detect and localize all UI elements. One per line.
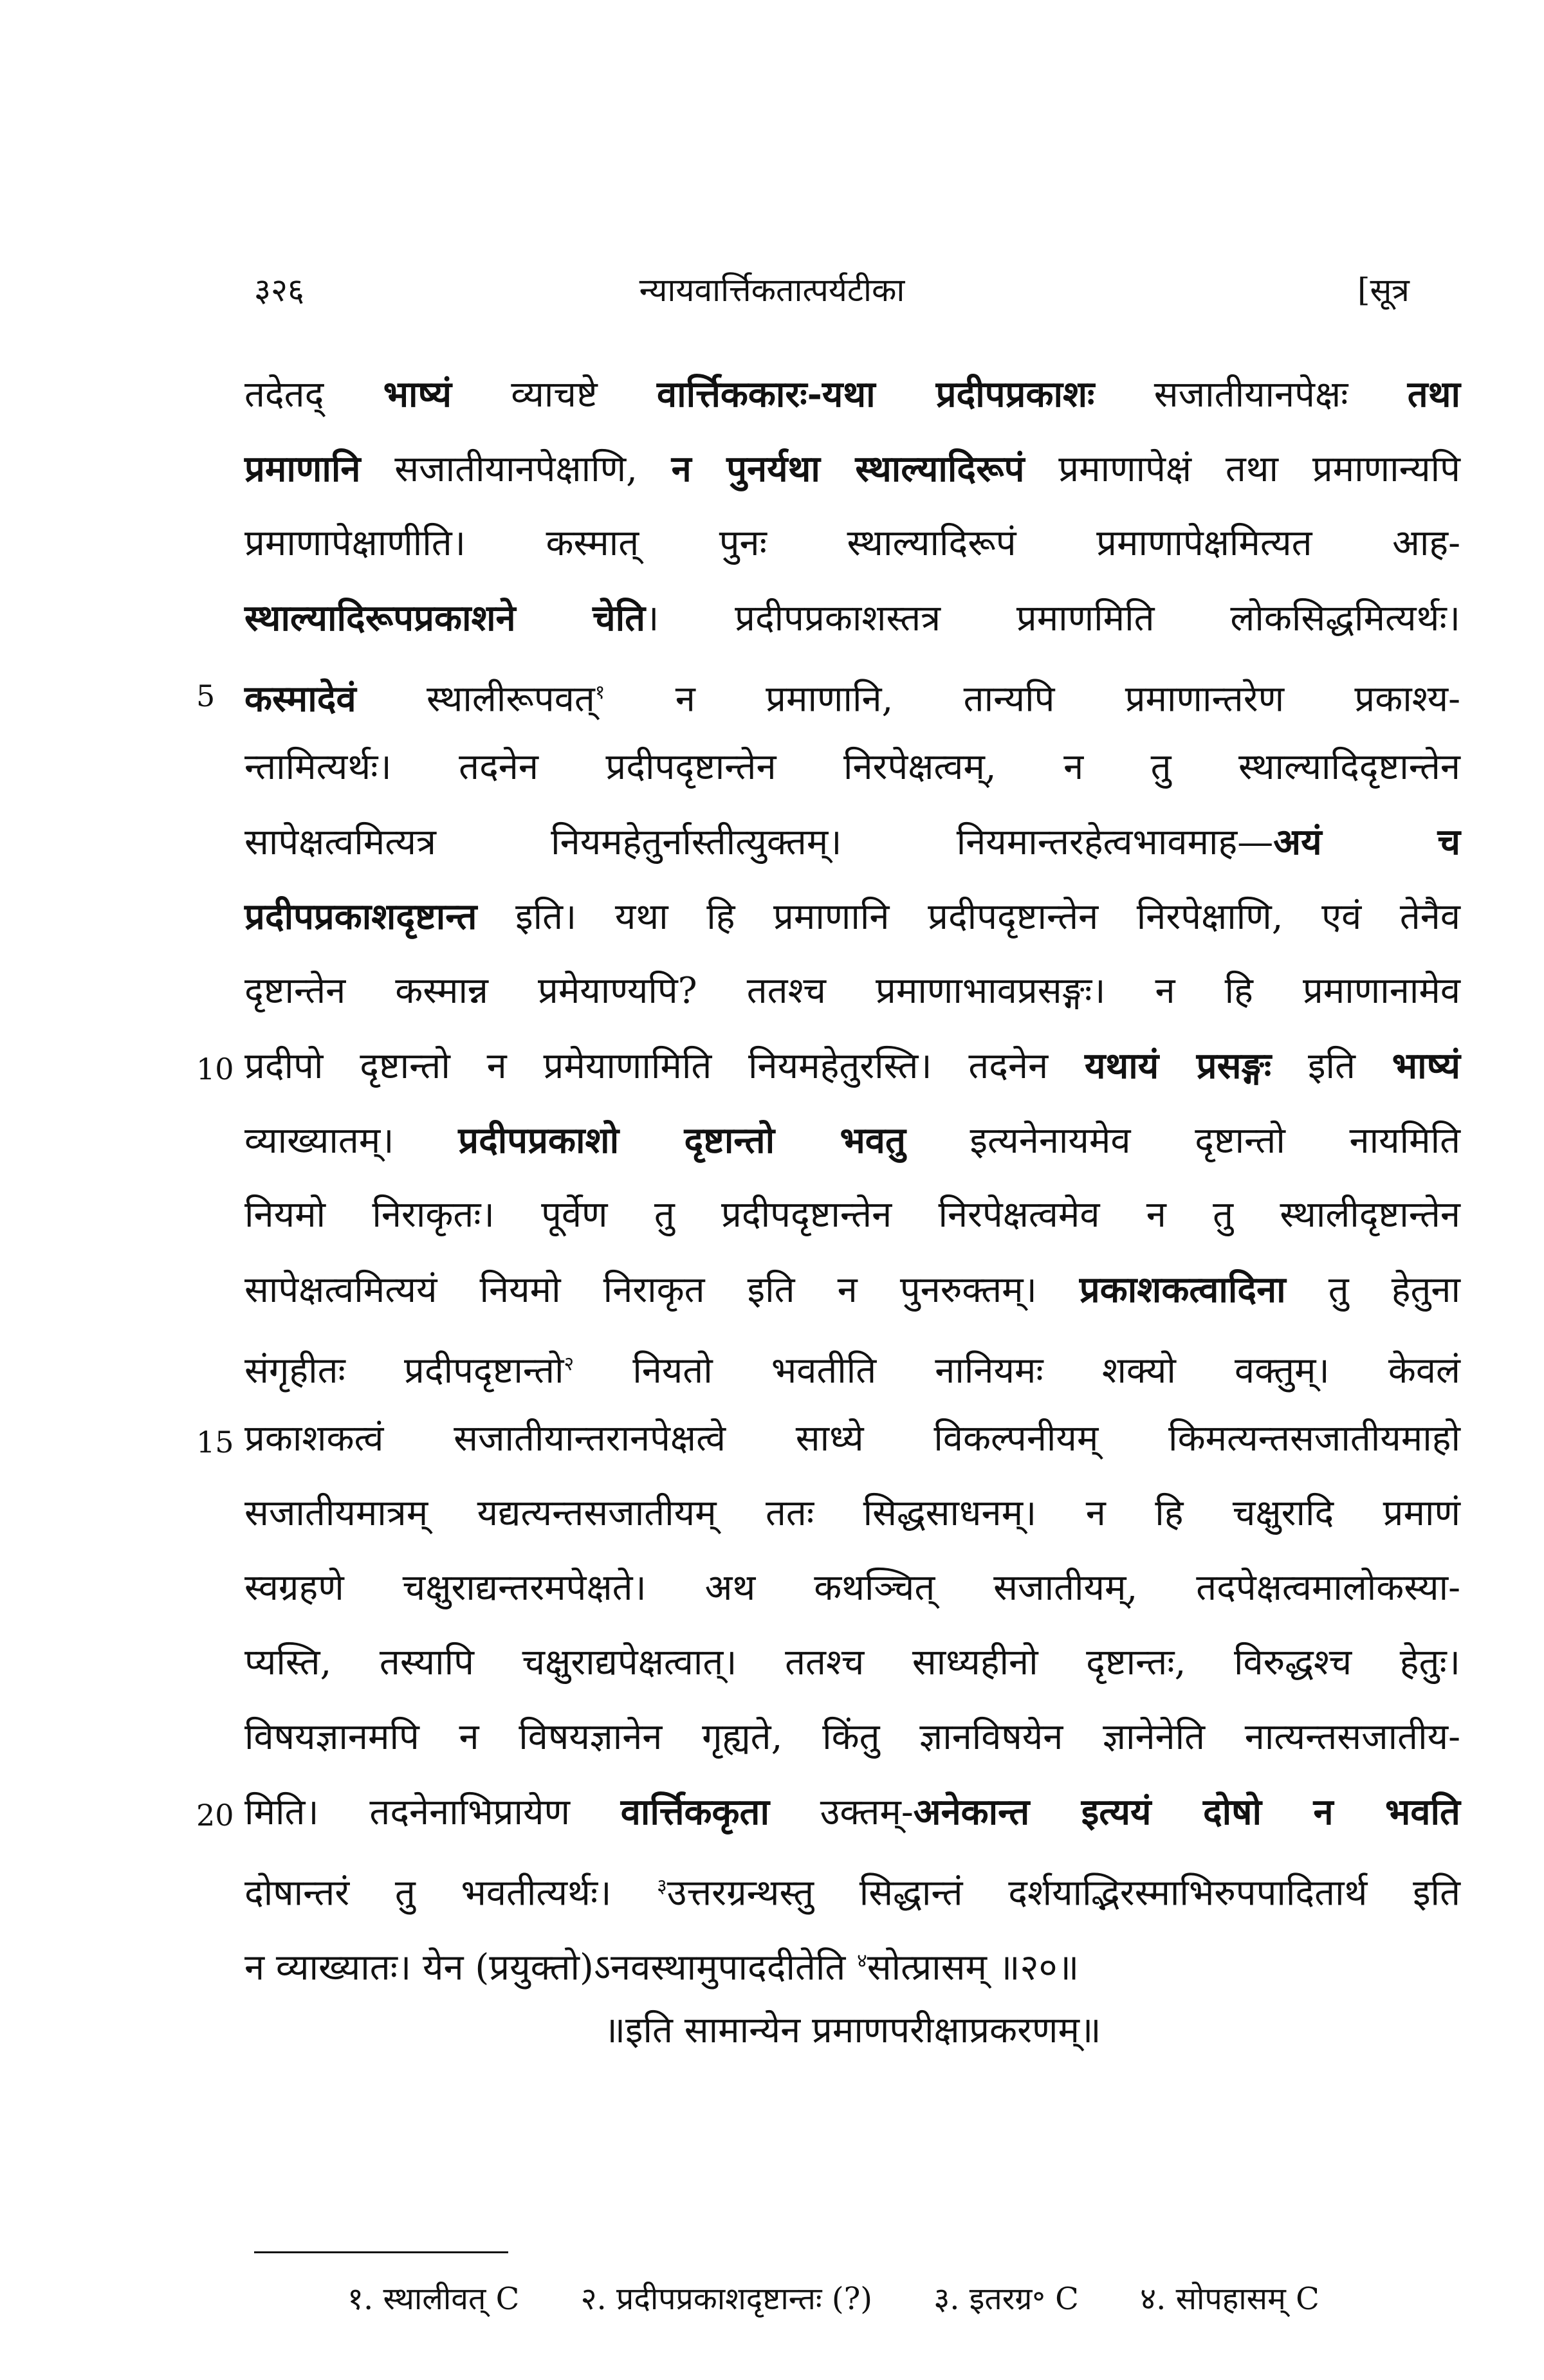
text-span: प्रदीपो दृष्टान्तो न प्रमेयाणामिति नियमहेतुरस्ति। तदनेन: [244, 1045, 1085, 1087]
text-span: उत्तरग्रन्थस्तु सिद्धान्तं दर्शयाद्भिरस्माभिरुपपादितार्थ इति: [666, 1872, 1460, 1914]
text-span: तदेतद्: [244, 374, 383, 416]
footnote-ref: ३: [657, 1875, 667, 1898]
text-span: तु हेतुना: [1285, 1269, 1461, 1311]
text-line: [244, 1551, 1460, 1625]
text-span: सापेक्षत्वमित्यत्र नियमहेतुर्नास्तीत्युक्तम्। नियमान्तरहेत्वभावमाह—: [244, 821, 1274, 863]
bold-term: अनेकान्त इत्ययं दोषो न भवति: [913, 1791, 1460, 1833]
text-line: [244, 1103, 1460, 1178]
footnote: १. स्थालीवत् C: [347, 2281, 520, 2317]
body-text: [196, 357, 1461, 2063]
bold-term: प्रदीपप्रकाशो दृष्टान्तो भवतु: [458, 1119, 906, 1162]
text-span: प्यस्ति, तस्यापि चक्षुराद्यपेक्षत्वात्। ततश्च साध्यहीनो दृष्टान्तः, विरुद्धश्च हेतुः।: [244, 1642, 1460, 1683]
running-title: न्यायवार्त्तिकतात्पर्यटीका: [639, 271, 905, 309]
text-line: [244, 506, 1460, 581]
text-line: [244, 805, 1460, 879]
footnote: ४. सोपहासम् C: [1140, 2281, 1319, 2317]
bold-term: यथायं प्रसङ्गः: [1085, 1045, 1272, 1087]
text-line: [196, 1029, 1460, 1103]
bold-term: वार्त्तिककृता: [620, 1791, 769, 1833]
page-header: [0, 267, 1544, 325]
text-span: दृष्टान्तेन कस्मान्न प्रमेयाण्यपि? ततश्च प्रमाणाभावप्रसङ्गः। न हि प्रमाणानामेव: [244, 970, 1460, 1012]
text-span: स्वग्रहणे चक्षुराद्यन्तरमपेक्षते। अथ कथञ्चित् सजातीयम्, तदपेक्षत्वमालोकस्या-: [244, 1567, 1460, 1609]
text-span: इत्यनेनायमेव दृष्टान्तो नायमिति: [905, 1120, 1460, 1162]
footnotes: [244, 2277, 1460, 2319]
text-line: [244, 1476, 1460, 1551]
text-line: [244, 1625, 1460, 1700]
text-line: [244, 1178, 1460, 1252]
footnote: २. प्रदीपप्रकाशदृष्टान्तः (?): [580, 2281, 873, 2317]
bold-term: स्थाल्यादिरूपप्रकाशने चेति: [244, 597, 646, 639]
bold-term: प्रमाणानि: [244, 448, 361, 490]
text-span: मिति। तदनेनाभिप्रायेण: [244, 1791, 621, 1833]
text-span: उक्तम्-: [769, 1791, 914, 1833]
footnote-ref: २: [564, 1353, 574, 1375]
text-line: [196, 655, 1460, 730]
line-number: 15: [196, 1425, 234, 1460]
text-span: ॥इति सामान्येन प्रमाणपरीक्षाप्रकरणम्॥: [603, 2009, 1101, 2051]
text-span: संगृहीतः प्रदीपदृष्टान्तो: [244, 1350, 564, 1392]
bold-term: न पुनर्यथा स्थाल्यादिरूपं: [671, 448, 1025, 490]
text-line: [244, 357, 1460, 432]
bold-term: प्रकाशकत्वादिना: [1079, 1268, 1286, 1311]
bold-term: प्रदीपप्रकाशदृष्टान्त: [244, 895, 477, 938]
text-span: सापेक्षत्वमित्ययं नियमो निराकृत इति न पुनरुक्तम्।: [244, 1269, 1080, 1311]
text-span: स्थालीरूपवत्: [356, 678, 595, 720]
footnote: ३. इतरग्र॰ C: [933, 2281, 1079, 2317]
footnote-ref: १: [594, 681, 605, 704]
text-span: इति: [1271, 1045, 1392, 1087]
text-span: । प्रदीपप्रकाशस्तत्र प्रमाणमिति लोकसिद्धमित्यर्थः।: [645, 598, 1460, 639]
text-span: व्याचष्टे: [451, 374, 657, 416]
bold-term: भाष्यं: [383, 373, 452, 416]
line-number: 20: [196, 1798, 234, 1833]
text-span: न्तामित्यर्थः। तदनेन प्रदीपदृष्टान्तेन निरपेक्षत्वम्, न तु स्थाल्यादिदृष्टान्तेन: [244, 746, 1460, 788]
text-line: [196, 1402, 1460, 1476]
footnote-ref: ४: [857, 1950, 867, 1972]
text-span: सजातीयानपेक्षाणि,: [360, 448, 672, 490]
text-span: इति। यथा हि प्रमाणानि प्रदीपदृष्टान्तेन निरपेक्षाणि, एवं तेनैव: [477, 896, 1460, 938]
text-span: सोत्प्रासम् ॥२०॥: [867, 1946, 1080, 1989]
page-number: ३२६: [254, 271, 304, 309]
text-span: नियमो निराकृतः। पूर्वेण तु प्रदीपदृष्टान्तेन निरपेक्षत्वमेव न तु स्थालीदृष्टान्तेन: [244, 1194, 1460, 1236]
text-line: [196, 1775, 1460, 1849]
text-line: [244, 730, 1460, 805]
bold-term: भाष्यं: [1392, 1045, 1460, 1087]
text-span: व्याख्यातम्।: [244, 1120, 459, 1162]
footnote-rule: [254, 2251, 508, 2253]
bold-term: अयं च: [1273, 821, 1461, 863]
text-span: प्रकाशकत्वं सजातीयान्तरानपेक्षत्वे साध्ये विकल्पनीयम् किमत्यन्तसजातीयमाहो: [244, 1418, 1460, 1460]
text-line: [244, 1700, 1460, 1775]
text-span: प्रमाणापेक्षं तथा प्रमाणान्यपि: [1024, 448, 1460, 490]
line-number: 5: [196, 679, 216, 713]
text-line: [244, 1924, 1460, 1999]
line-number: 10: [196, 1052, 234, 1086]
text-line: [244, 879, 1460, 954]
text-span: सजातीयमात्रम् यद्यत्यन्तसजातीयम् ततः सिद्धसाधनम्। न हि चक्षुरादि प्रमाणं: [244, 1492, 1460, 1534]
bold-term: तथा: [1407, 373, 1460, 416]
text-line: [244, 432, 1460, 506]
text-span: नियतो भवतीति नानियमः शक्यो वक्तुम्। केवलं: [574, 1350, 1460, 1392]
section-marker: [सूत्र: [1357, 271, 1410, 309]
bold-term: वार्त्तिककारः-यथा प्रदीपप्रकाशः: [657, 373, 1095, 416]
text-span: विषयज्ञानमपि न विषयज्ञानेन गृह्यते, किंतु ज्ञानविषयेन ज्ञानेनेति नात्यन्तसजातीय-: [244, 1716, 1460, 1758]
text-line: [244, 1327, 1460, 1402]
text-line: [244, 581, 1460, 655]
text-span: न व्याख्यातः। येन (प्रयुक्तो)ऽनवस्थामुपाददीतेति: [244, 1946, 858, 1989]
text-line: [244, 954, 1460, 1029]
section-colophon: [244, 1999, 1460, 2063]
bold-term: कस्मादेवं: [244, 677, 356, 720]
text-line: [244, 1849, 1460, 1924]
text-span: दोषान्तरं तु भवतीत्यर्थः।: [244, 1872, 657, 1914]
text-span: न प्रमाणानि, तान्यपि प्रमाणान्तरेण प्रकाश्य-: [605, 678, 1460, 720]
text-line: [244, 1252, 1460, 1327]
text-span: सजातीयानपेक्षः: [1094, 374, 1408, 416]
text-span: प्रमाणापेक्षाणीति। कस्मात् पुनः स्थाल्यादिरूपं प्रमाणापेक्षमित्यत आह-: [244, 522, 1460, 564]
